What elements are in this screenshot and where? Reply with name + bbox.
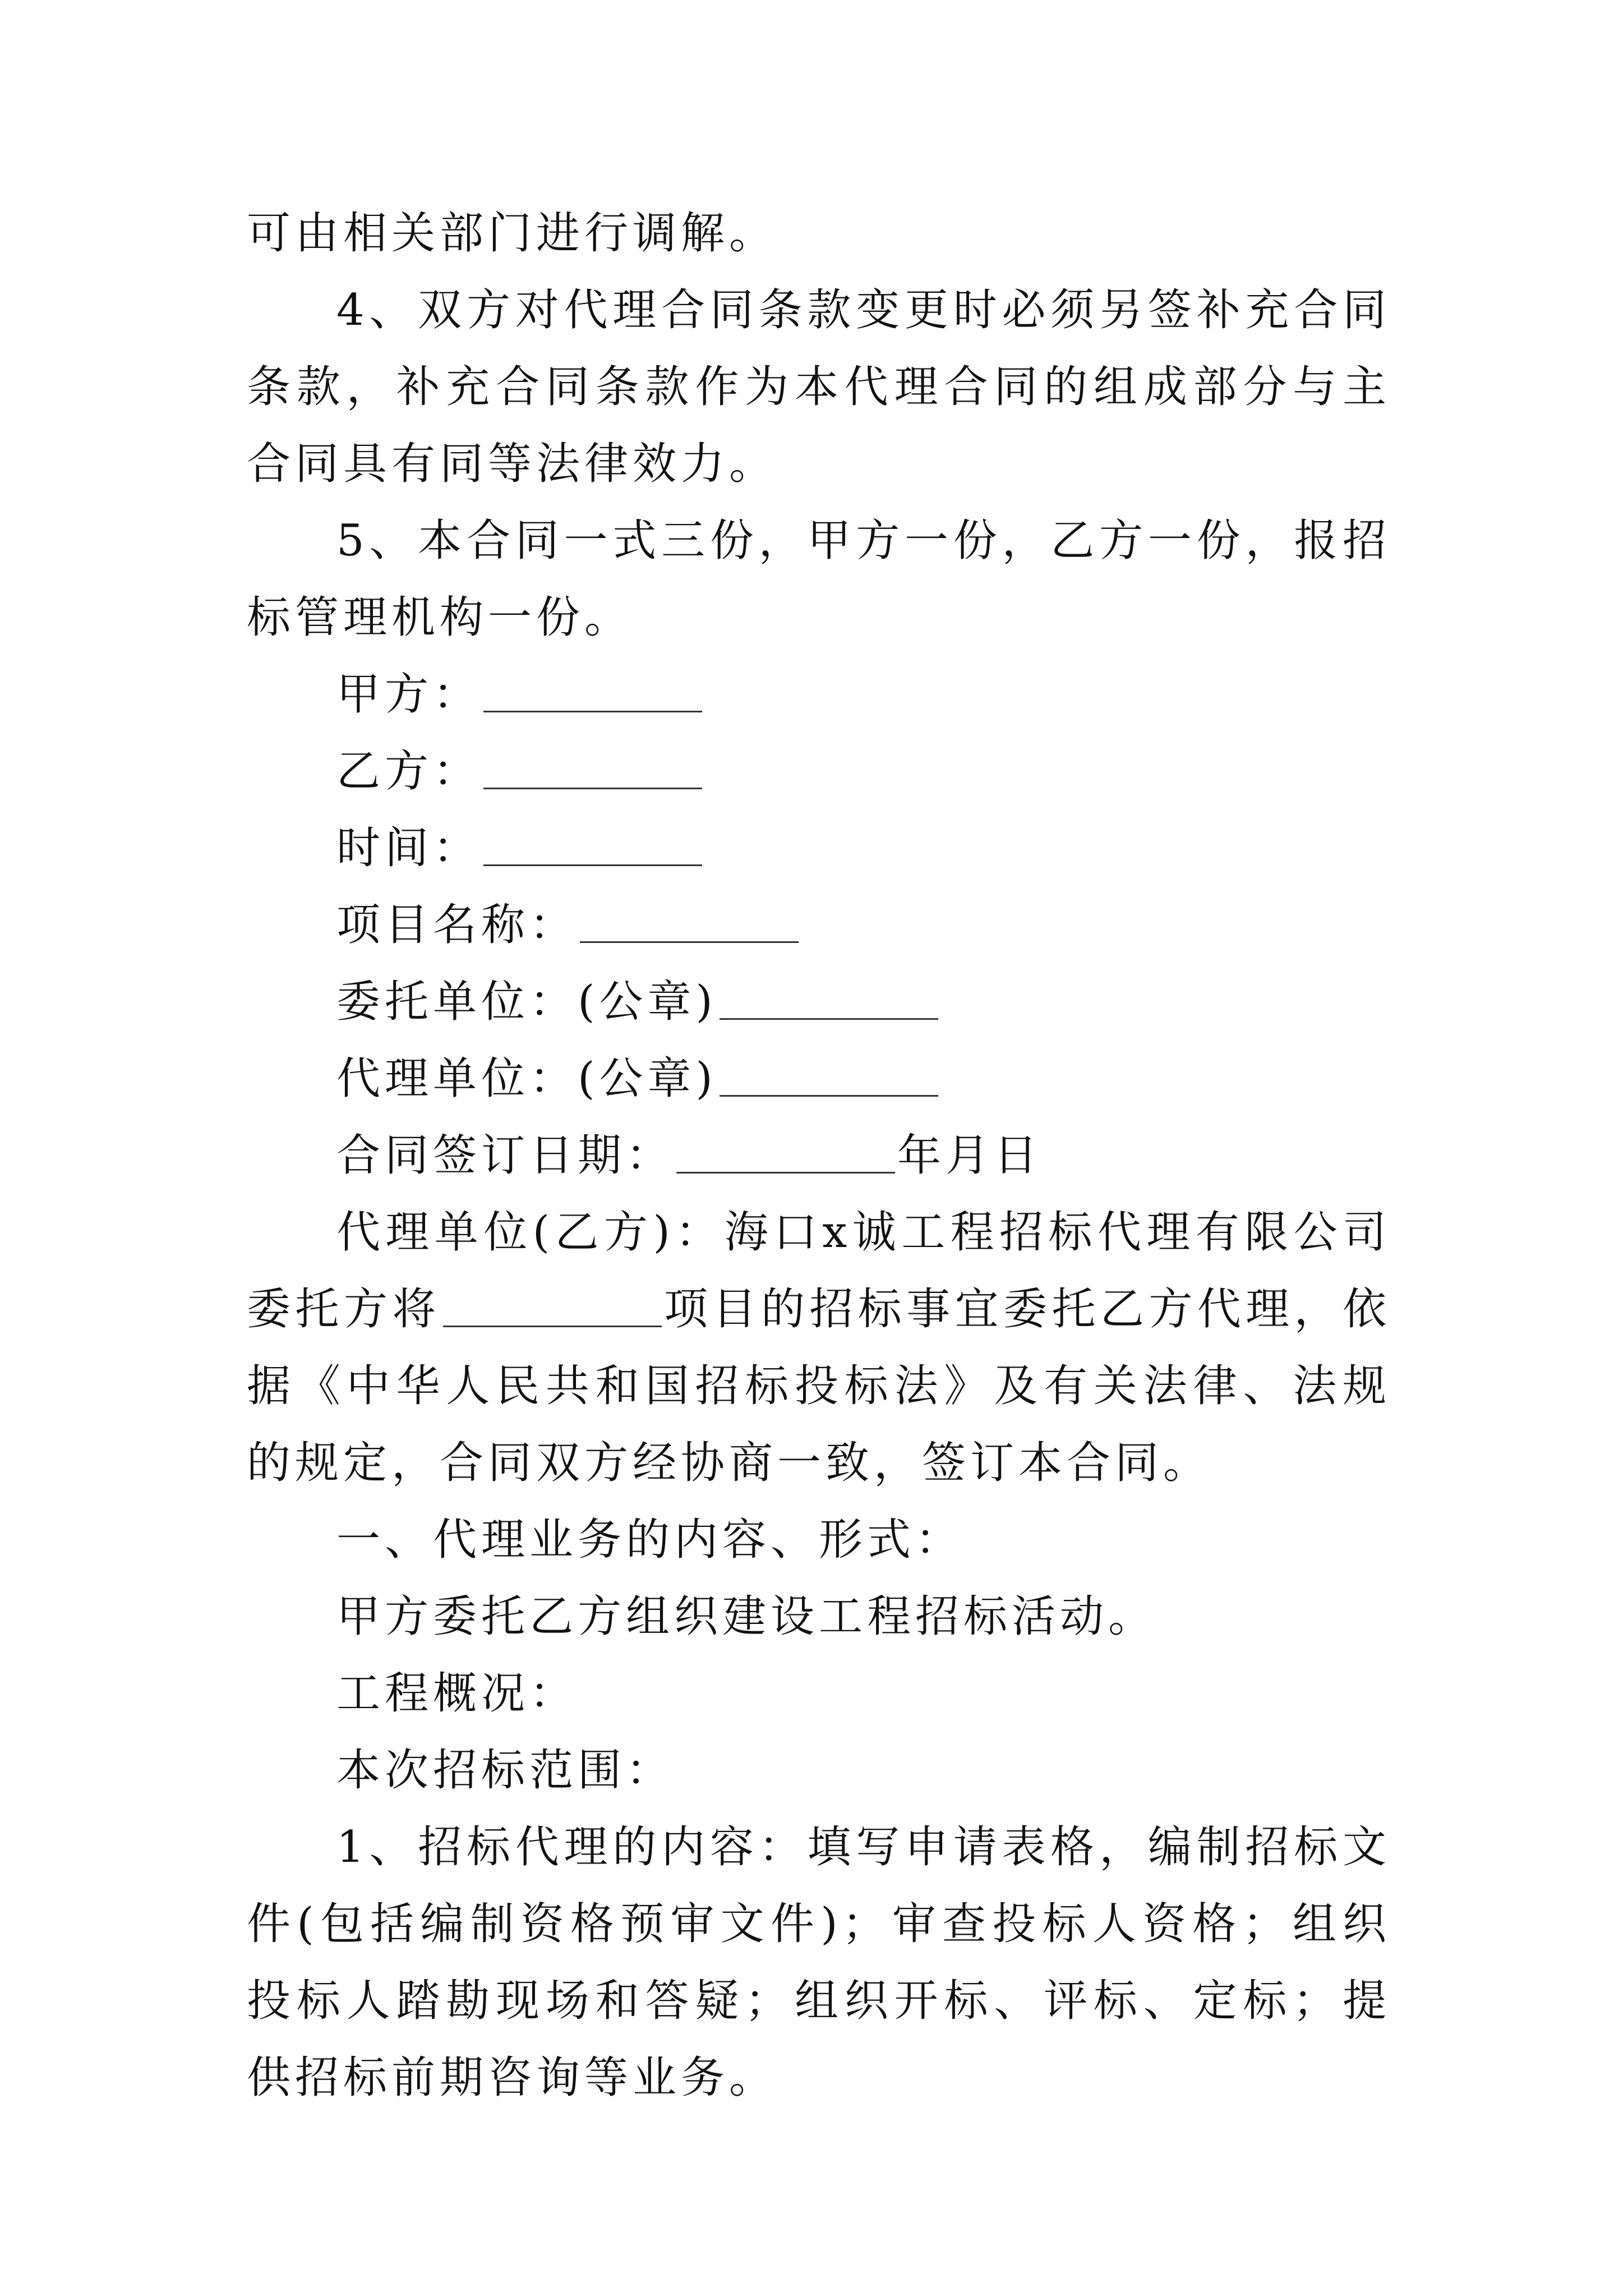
paragraph-entrust: 甲方委托乙方组织建设工程招标活动。 — [336, 1591, 1157, 1642]
intro-after-blank: 项目的招标事宜委托乙方代理，依据《中华人民共和国招标投标法》及有关法律、法规的规定，合同双方经协商一致，签订本合同。 — [247, 1284, 1391, 1488]
party-b-blank — [483, 787, 702, 789]
time-label: 时间： — [336, 823, 482, 873]
party-b-line — [247, 733, 1391, 810]
intro-before-blank: 代理单位(乙方)：海口x诚工程招标代理有限公司委托方将 — [247, 1207, 1391, 1335]
party-a-line — [247, 656, 1391, 733]
paragraph-clause-4: 4、双方对代理合同条款变更时必须另签补充合同条款，补充合同条款作为本代理合同的组成部分与主合同具有同等法律效力。 — [247, 285, 1391, 489]
client-line — [247, 964, 1391, 1041]
paragraph-scope: 本次招标范围： — [336, 1745, 675, 1796]
paragraph-overview: 工程概况： — [336, 1668, 578, 1719]
time-line — [247, 810, 1391, 887]
project-name-line — [247, 887, 1391, 964]
paragraph-clause-5: 5、本合同一式三份，甲方一份，乙方一份，报招标管理机构一份。 — [247, 516, 1391, 643]
paragraph-mediation: 可由相关部门进行调解。 — [247, 208, 778, 259]
party-a-label: 甲方： — [336, 669, 482, 720]
project-name-label: 项目名称： — [336, 900, 578, 950]
sign-date-label: 合同签订日期： — [336, 1130, 675, 1181]
project-name-blank — [580, 941, 799, 943]
agent-label: 代理单位：(公章) — [336, 1053, 717, 1104]
party-b-label: 乙方： — [336, 746, 482, 797]
section-1-heading: 一、代理业务的内容、形式： — [336, 1515, 964, 1565]
agent-line — [247, 1041, 1391, 1117]
paragraph-intro — [247, 1194, 1391, 1502]
agent-blank — [720, 1094, 938, 1097]
paragraph-agency-content: 1、招标代理的内容：填写申请表格，编制招标文件(包括编制资格预审文件)；审查投标人资格；组织投标人踏勘现场和答疑；组织开标、评标、定标；提供招标前期咨询等业务。 — [247, 1822, 1391, 2103]
client-blank — [720, 1018, 938, 1020]
client-label: 委托单位：(公章) — [336, 977, 717, 1027]
document-body — [247, 195, 1391, 2116]
sign-date-suffix: 年月日 — [897, 1130, 1043, 1181]
time-blank — [483, 864, 702, 866]
sign-date-line — [247, 1117, 1391, 1194]
sign-date-blank — [676, 1171, 895, 1174]
intro-project-blank — [443, 1325, 662, 1327]
party-a-blank — [483, 710, 702, 712]
